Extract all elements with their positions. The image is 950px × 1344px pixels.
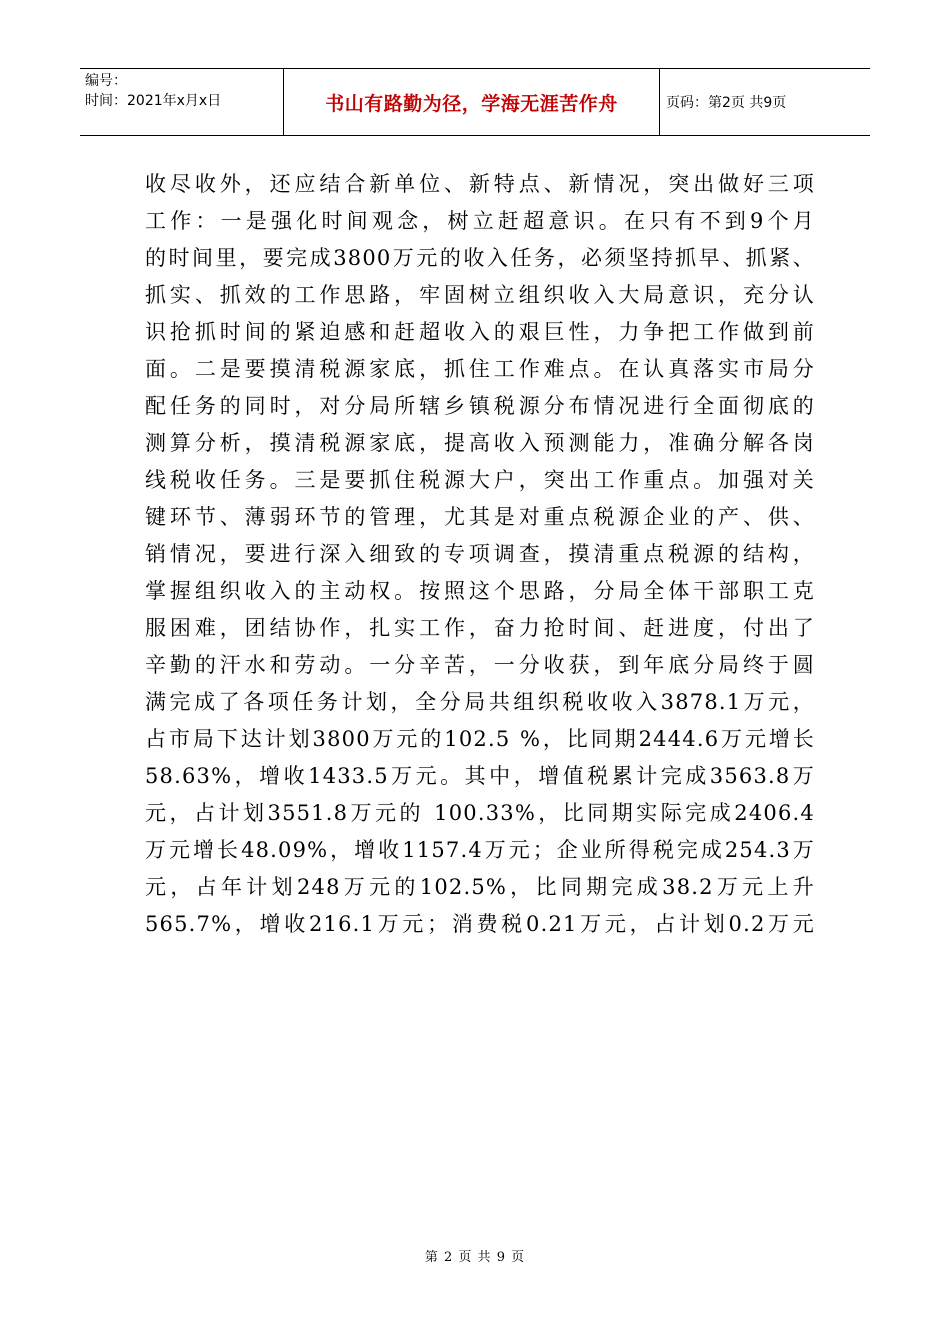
header-page-info: 页码：第2页 共9页 xyxy=(666,95,787,111)
body-line: 万元增长48.09%，增收1157.4万元；企业所得税完成254.3万 xyxy=(145,838,815,862)
body-line: 线税收任务。三是要抓住税源大户，突出工作重点。加强对关 xyxy=(145,468,815,492)
body-line: 销情况，要进行深入细致的专项调查，摸清重点税源的结构， xyxy=(145,542,815,566)
body-line: 键环节、薄弱环节的管理，尤其是对重点税源企业的产、供、 xyxy=(145,505,815,529)
body-line: 收尽收外，还应结合新单位、新特点、新情况，突出做好三项 xyxy=(145,172,815,196)
body-line: 满完成了各项任务计划，全分局共组织税收收入3878.1万元， xyxy=(145,690,815,714)
body-line: 识抢抓时间的紧迫感和赶超收入的艰巨性，力争把工作做到前 xyxy=(145,320,815,344)
document-date: 时间：2021年x月x日 xyxy=(85,93,222,109)
document-number-label: 编号： xyxy=(85,73,127,89)
body-line: 辛勤的汗水和劳动。一分辛苦，一分收获，到年底分局终于圆 xyxy=(145,653,815,677)
header-meta xyxy=(80,69,284,135)
body-line: 测算分析，摸清税源家底，提高收入预测能力，准确分解各岗 xyxy=(145,431,815,455)
body-line: 565.7%，增收216.1万元；消费税0.21万元，占计划0.2万元 xyxy=(145,912,815,936)
body-line: 服困难，团结协作，扎实工作，奋力抢时间、赶进度，付出了 xyxy=(145,616,815,640)
body-line: 元，占年计划248万元的102.5%，比同期完成38.2万元上升 xyxy=(145,875,815,899)
body-line: 的时间里，要完成3800万元的收入任务，必须坚持抓早、抓紧、 xyxy=(145,246,815,270)
body-line: 58.63%，增收1433.5万元。其中，增值税累计完成3563.8万 xyxy=(145,764,815,788)
page-footer: 第 2 页 共 9 页 xyxy=(424,1250,526,1265)
body-line: 抓实、抓效的工作思路，牢固树立组织收入大局意识，充分认 xyxy=(145,283,815,307)
body-line: 配任务的同时，对分局所辖乡镇税源分布情况进行全面彻底的 xyxy=(145,394,815,418)
body-line: 掌握组织收入的主动权。按照这个思路，分局全体干部职工克 xyxy=(145,579,815,603)
document-header xyxy=(80,68,870,136)
document-body xyxy=(145,166,815,943)
header-motto: 书山有路勤为径，学海无涯苦作舟 xyxy=(284,69,660,135)
body-line: 面。二是要摸清税源家底，抓住工作难点。在认真落实市局分 xyxy=(145,357,815,381)
body-line: 占市局下达计划3800万元的102.5 %，比同期2444.6万元增长 xyxy=(145,727,815,751)
body-line: 工作：一是强化时间观念，树立赶超意识。在只有不到9个月 xyxy=(145,209,815,233)
body-line: 元，占计划3551.8万元的 100.33%，比同期实际完成2406.4 xyxy=(145,801,815,825)
